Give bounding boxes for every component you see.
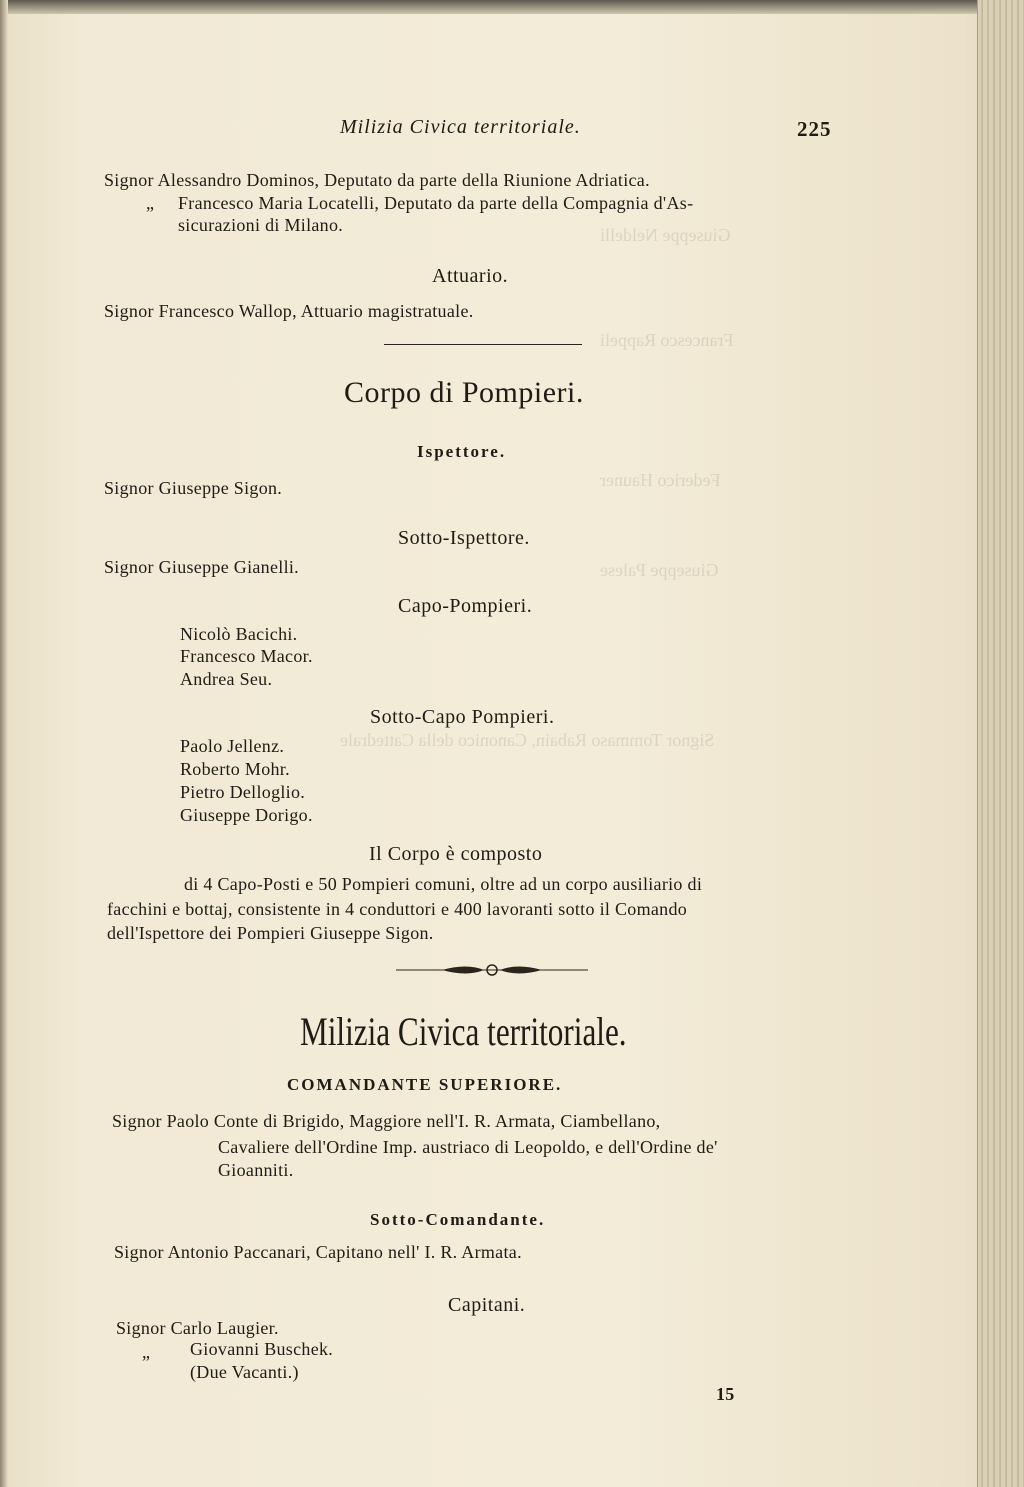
- ditto-mark: „: [146, 193, 155, 213]
- subsection-heading: Sotto-Ispettore.: [398, 527, 530, 549]
- text-line: Signor Giuseppe Gianelli.: [104, 557, 299, 577]
- page-stack-edge: [977, 0, 1024, 1487]
- text-line: Francesco Maria Locatelli, Deputato da parte della Compagnia d'As-: [178, 193, 694, 213]
- page-left-edge: [0, 0, 8, 1487]
- text-line: Signor Giuseppe Sigon.: [104, 478, 283, 498]
- subsection-heading: Sotto-Comandante.: [370, 1210, 546, 1229]
- text-line: Signor Francesco Wallop, Attuario magistratuale.: [104, 301, 474, 321]
- bleed-through-text: Giuseppe Palese: [600, 560, 719, 580]
- list-item: Giuseppe Dorigo.: [180, 805, 313, 825]
- text-line: facchini e bottaj, consistente in 4 conduttori e 400 lavoranti sotto il Comando: [107, 899, 688, 919]
- bleed-through-text: Signor Tommaso Rabain, Canonico della Cattedrale: [340, 730, 715, 750]
- subsection-heading: Sotto-Capo Pompieri.: [370, 706, 555, 728]
- section-heading: Attuario.: [432, 265, 509, 287]
- section-title: Corpo di Pompieri.: [344, 376, 584, 409]
- list-item: Nicolò Bacichi.: [180, 624, 298, 644]
- text-line: di 4 Capo-Posti e 50 Pompieri comuni, oltre ad un corpo ausiliario di: [184, 874, 703, 894]
- text-line: Signor Antonio Paccanari, Capitano nell' I. R. Armata.: [114, 1242, 522, 1262]
- running-title: Milizia Civica territoriale.: [340, 116, 581, 138]
- divider-rule: [384, 344, 582, 345]
- subsection-heading: Capitani.: [448, 1294, 526, 1316]
- ornamental-divider: [392, 960, 592, 980]
- ditto-mark: „: [142, 1342, 151, 1362]
- list-item: Roberto Mohr.: [180, 759, 290, 779]
- list-item: Pietro Delloglio.: [180, 782, 306, 802]
- text-line: Gioanniti.: [218, 1160, 294, 1180]
- subsection-heading: Ispettore.: [417, 442, 507, 461]
- signature-mark: 15: [716, 1384, 735, 1404]
- list-item: Giovanni Buschek.: [190, 1339, 334, 1359]
- text-line: dell'Ispettore dei Pompieri Giuseppe Sigon.: [107, 923, 434, 943]
- text-line: Signor Paolo Conte di Brigido, Maggiore nell'I. R. Armata, Ciambellano,: [112, 1111, 661, 1131]
- bleed-through-text: Federico Hauner: [600, 470, 721, 490]
- subsection-heading: Capo-Pompieri.: [398, 595, 533, 617]
- page-top-edge: [0, 0, 1024, 14]
- text-line: Signor Alessandro Dominos, Deputato da parte della Riunione Adriatica.: [104, 170, 650, 190]
- section-title: Milizia Civica territoriale.: [300, 1009, 627, 1054]
- subsection-heading: COMANDANTE SUPERIORE.: [287, 1075, 563, 1094]
- list-item: Andrea Seu.: [180, 669, 273, 689]
- page-number: 225: [797, 117, 832, 141]
- bleed-through-text: Francesco Rappeli: [600, 330, 734, 350]
- list-item: (Due Vacanti.): [190, 1362, 299, 1382]
- subsection-heading: Il Corpo è composto: [369, 843, 543, 865]
- text-line: Cavaliere dell'Ordine Imp. austriaco di Leopoldo, e dell'Ordine de': [218, 1137, 718, 1157]
- bleed-through-text: Giuseppe Neldelli: [600, 225, 731, 245]
- list-item: Paolo Jellenz.: [180, 736, 285, 756]
- text-line: Signor Carlo Laugier.: [116, 1318, 279, 1338]
- text-line: sicurazioni di Milano.: [178, 215, 344, 235]
- list-item: Francesco Macor.: [180, 646, 313, 666]
